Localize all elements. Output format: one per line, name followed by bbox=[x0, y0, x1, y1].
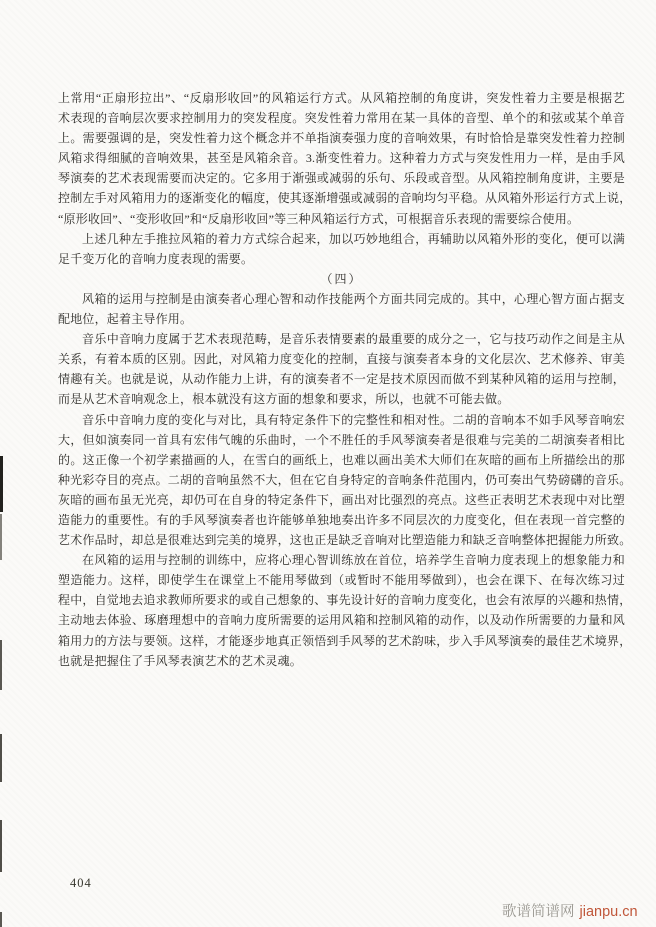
body-line: 足千变万化的音响力度表现的需要。 bbox=[58, 251, 254, 266]
section-heading: （四） bbox=[320, 271, 363, 286]
body-line: 灰暗的画布虽无光亮，却仍可在自身的特定条件下，画出对比强烈的亮点。这些正表明艺术表现中对比塑 bbox=[58, 492, 625, 507]
body-line: 程中，自觉地去追求教师所要求的或自己想象的、事先设计好的音响力度变化，也会有浓厚的兴趣和热情， bbox=[58, 593, 632, 608]
body-line: 配地位，起着主导作用。 bbox=[58, 312, 193, 327]
scan-edge-mark bbox=[0, 820, 2, 872]
body-line: 琴演奏的艺术表现需要而决定的。它多用于渐强或减弱的乐句、乐段或音型。从风箱控制角度讲，主要是 bbox=[58, 171, 625, 186]
body-line: 音乐中音响力度属于艺术表现范畴，是音乐表情要素的最重要的成分之一，它与技巧动作之间是主从 bbox=[82, 332, 625, 347]
body-line: 风箱求得细腻的音响效果，甚至是风箱余音。3.渐变性着力。这种着力方式与突发性用力一样，是由手风 bbox=[58, 151, 625, 166]
body-line: 控制左手对风箱用力的逐渐变化的幅度，使其逐渐增强或减弱的音响均匀平稳。从风箱外形运行方式上说， bbox=[58, 191, 632, 206]
body-line: 的。这正像一个初学素描画的人，在雪白的画纸上，也难以画出美术大师们在灰暗的画布上所描绘出的那 bbox=[58, 452, 625, 467]
watermark-site-name: 歌谱简谱网 bbox=[502, 904, 575, 920]
body-line: 也就是把握住了手风琴表演艺术的艺术灵魂。 bbox=[58, 653, 303, 668]
body-line: 术表现的音响层次要求控制用力的突发程度。突发性着力常用在某一具体的音型、单个的和弦或某个单音 bbox=[58, 111, 625, 126]
body-line: 箱用力的方法与要领。这样，才能逐步地真正领悟到手风琴的艺术韵味，步入手风琴演奏的最佳艺术境界， bbox=[58, 633, 632, 648]
watermark bbox=[502, 900, 638, 921]
body-line: 主动地去体验、琢磨理想中的音响力度所需要的运用风箱和控制风箱的动作，以及动作所需要的力量和风 bbox=[58, 613, 625, 628]
body-line: 塑造能力。这样，即使学生在课堂上不能用琴做到（或暂时不能用琴做到），也会在课下、在每次练习过 bbox=[58, 573, 625, 588]
scan-edge-mark bbox=[0, 912, 2, 927]
body-line: 上常用“正扇形拉出”、“反扇形收回”的风箱运行方式。从风箱控制的角度讲，突发性着力主要是根据艺 bbox=[58, 91, 625, 105]
body-line: 艺术作品时，却总是很难达到完美的境界，这也正是缺乏音响对比塑造能力和缺乏音响整体把握能力所致。 bbox=[58, 533, 632, 548]
scan-edge-mark bbox=[0, 514, 2, 560]
body-line: 上。需要强调的是，突发性着力这个概念并不单指演奏强力度的音响效果，有时恰恰是靠突发性着力控制 bbox=[58, 131, 625, 146]
page-body-text bbox=[58, 88, 632, 671]
watermark-site-url: jianpu.cn bbox=[579, 904, 638, 920]
body-line: 音乐中音响力度的变化与对比，具有特定条件下的完整性和相对性。二胡的音响本不如手风琴音响宏 bbox=[82, 412, 625, 427]
body-line: 上述几种左手推拉风箱的着力方式综合起来，加以巧妙地组合，再辅助以风箱外形的变化，便可以满 bbox=[82, 231, 625, 246]
body-line: 种光彩夺目的亮点。二胡的音响虽然不大，但在它自身特定的音响条件范围内，仍可奏出气势磅礴的音乐。 bbox=[58, 472, 632, 487]
body-line: 造能力的重要性。有的手风琴演奏者也许能够单独地奏出许多不同层次的力度变化，但在表现一首完整的 bbox=[58, 512, 625, 527]
body-line: 在风箱的运用与控制的训练中，应将心理心智训练放在首位，培养学生音响力度表现上的想象能力和 bbox=[82, 553, 625, 568]
scan-edge-mark bbox=[0, 734, 2, 782]
body-line: 情趣有关。也就是说，从动作能力上讲，有的演奏者不一定是技术原因而做不到某种风箱的运用与控制， bbox=[58, 372, 625, 387]
body-line: 关系，有着本质的区别。因此，对风箱力度变化的控制，直接与演奏者本身的文化层次、艺术修养、审美 bbox=[58, 352, 625, 367]
page-number: 404 bbox=[70, 876, 92, 890]
body-line: “原形收回”、“变形收回”和“反扇形收回”等三种风箱运行方式，可根据音乐表现的需要综合使用。 bbox=[58, 211, 580, 226]
scan-edge-mark bbox=[0, 640, 2, 690]
body-line: 大，但如演奏同一首具有宏伟气魄的乐曲时，一个不胜任的手风琴演奏者是很难与完美的二胡演奏者相比 bbox=[58, 432, 625, 447]
scan-edge-mark bbox=[0, 456, 3, 512]
body-line: 而是从艺术音响观念上，根本就没有这方面的想象和要求，所以，也就不可能去做。 bbox=[58, 392, 510, 407]
body-line: 风箱的运用与控制是由演奏者心理心智和动作技能两个方面共同完成的。其中，心理心智方面占据支 bbox=[82, 291, 625, 306]
